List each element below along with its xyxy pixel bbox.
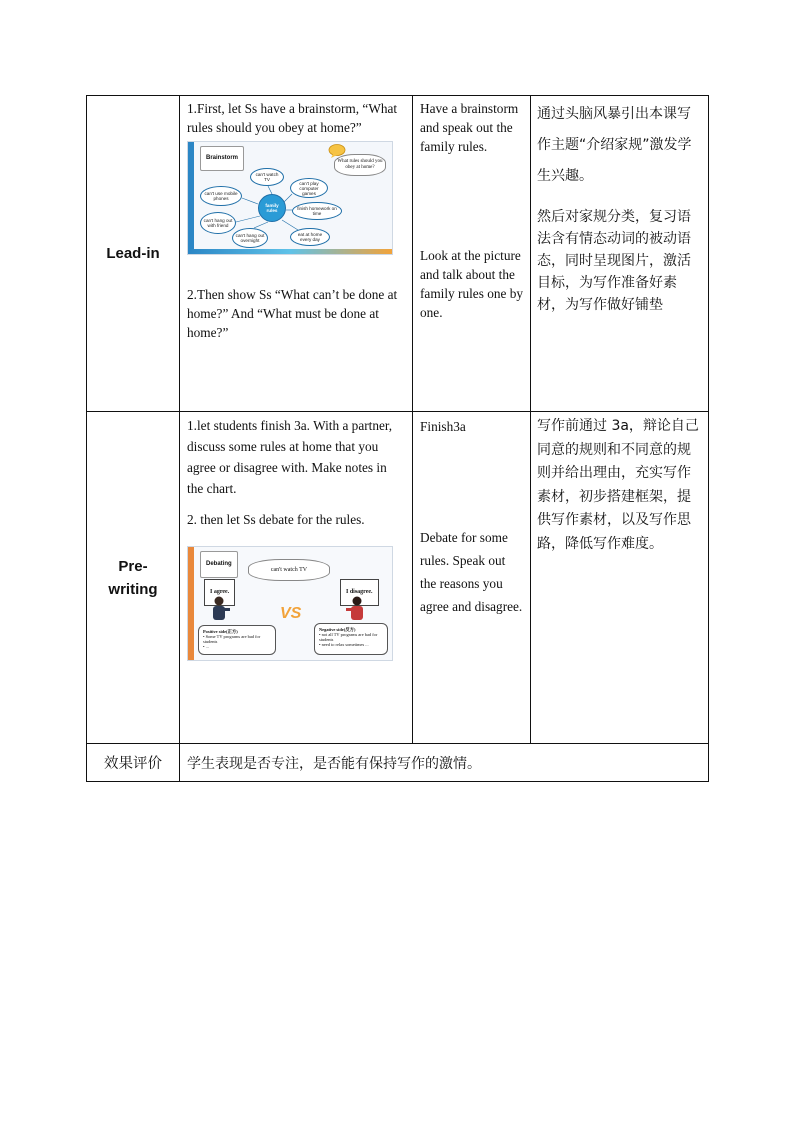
stage-label: Lead-in bbox=[106, 245, 160, 262]
question-cloud: What rules should you obey at home? bbox=[334, 154, 386, 176]
evaluation-text: 学生表现是否专注，是否能有保持写作的激情。 bbox=[180, 744, 709, 782]
positive-side-box bbox=[198, 625, 276, 655]
procedure-step-2: 2. then let Ss debate for the rules. bbox=[187, 512, 365, 527]
slide-footer-bar bbox=[188, 249, 392, 254]
purpose-cell bbox=[531, 412, 709, 744]
connector-lines bbox=[188, 142, 392, 254]
rule-bubble: can't use mobile phones bbox=[200, 186, 242, 206]
topic-cloud: can't watch TV bbox=[248, 559, 330, 581]
debating-slide bbox=[187, 546, 393, 661]
vs-label: VS bbox=[280, 605, 302, 622]
stage-pre-writing bbox=[87, 412, 180, 744]
stage-label-line-1: Pre- bbox=[118, 557, 148, 575]
negative-point-1: • not all TV programs are bad for students bbox=[319, 632, 378, 642]
student-disagree-icon bbox=[346, 595, 368, 625]
rule-bubble: can't watch TV bbox=[250, 168, 284, 186]
purpose-1: 通过头脑风暴引出本课写作主题“介绍家规”激发学生兴趣。 bbox=[537, 106, 692, 184]
purpose: 写作前通过 3a，辩论自己同意的规则和不同意的规则并给出理由，充实写作素材，初步搭建框架，提供写作素材，以及写作思路，降低写作难度。 bbox=[537, 418, 699, 552]
brainstorm-slide bbox=[187, 141, 393, 255]
disagree-sign: I disagree. bbox=[340, 579, 379, 606]
stage-lead-in bbox=[87, 96, 180, 412]
rule-bubble: can't hang out with friend bbox=[200, 212, 236, 234]
activity-cell bbox=[413, 96, 531, 412]
positive-point: • Some TV programs are bad for students bbox=[203, 634, 261, 644]
activity-2: Debate for some rules. Speak out the reasons you agree and disagree. bbox=[420, 530, 523, 614]
lesson-plan-table bbox=[86, 95, 709, 782]
negative-heading: Negative side(反方) bbox=[319, 627, 356, 632]
center-bubble: family rules bbox=[258, 194, 286, 222]
student-agree-icon bbox=[208, 595, 230, 625]
negative-point-2: • need to relax sometimes ... bbox=[319, 642, 369, 647]
lead-in-row bbox=[87, 96, 709, 412]
purpose-2: 然后对家规分类，复习语法含有情态动词的被动语态，同时呈现图片，激活目标，为写作准备好素材，为写作做好铺垫 bbox=[537, 209, 691, 313]
activity-1: Have a brainstorm and speak out the family rules. bbox=[420, 101, 519, 154]
positive-heading: Positive side(正方) bbox=[203, 629, 238, 634]
procedure-step-1: 1.let students finish 3a. With a partner, discuss some rules at home that you agree or disagree with. Make notes in the chart. bbox=[187, 418, 393, 496]
evaluation-row bbox=[87, 744, 709, 782]
negative-side-box bbox=[314, 623, 388, 655]
procedure-cell bbox=[180, 96, 413, 412]
slide-accent-bar bbox=[188, 547, 194, 660]
activity-1: Finish3a bbox=[420, 419, 466, 434]
stage-label-line-2: writing bbox=[108, 580, 158, 598]
pre-writing-row bbox=[87, 412, 709, 744]
rule-bubble: can't hang out overnight bbox=[232, 228, 268, 248]
rule-bubble: eat at home every day bbox=[290, 228, 330, 246]
purpose-cell bbox=[531, 96, 709, 412]
positive-more: • ... bbox=[203, 644, 209, 649]
activity-2: Look at the picture and talk about the family rules one by one. bbox=[420, 248, 524, 320]
rule-bubble: can't play computer games bbox=[290, 178, 328, 198]
slide-title: Brainstorm bbox=[200, 146, 244, 171]
evaluation-label: 效果评价 bbox=[87, 744, 180, 782]
procedure-cell bbox=[180, 412, 413, 744]
slide-title: Debating bbox=[200, 551, 238, 578]
activity-cell bbox=[413, 412, 531, 744]
procedure-step-1: 1.First, let Ss have a brainstorm, “What rules should you obey at home?” bbox=[187, 101, 398, 135]
agree-sign: I agree. bbox=[204, 579, 235, 606]
procedure-step-2: 2.Then show Ss “What can’t be done at home?” And “What must be done at home?” bbox=[187, 287, 398, 340]
rule-bubble: finish homework on time bbox=[292, 202, 342, 220]
